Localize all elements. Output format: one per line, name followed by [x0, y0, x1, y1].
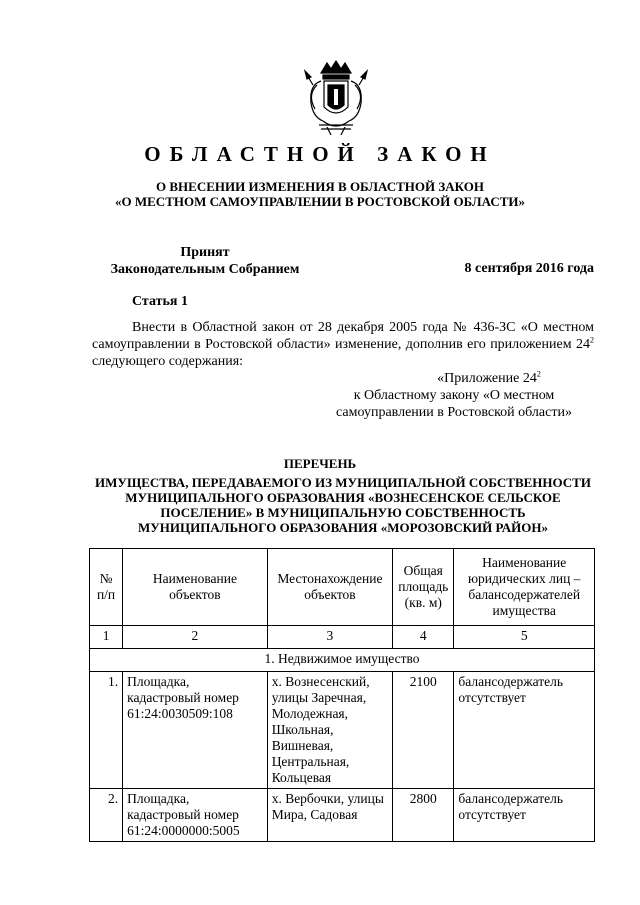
column-number-row — [90, 626, 595, 649]
article-text-before: Внести в Областной закон от 28 декабря 2005 года № 436-ЗС «О местном самоуправлении в Ростовской области» изменение, дополнив его приложением 24 — [92, 320, 594, 352]
law-subtitle — [0, 179, 640, 209]
header-area: Общая площадь (кв. м) — [393, 549, 454, 626]
appendix-line: к Областному закону «О местном — [353, 388, 555, 403]
subtitle-line: О ВНЕСЕНИИ ИЗМЕНЕНИЯ В ОБЛАСТНОЙ ЗАКОН — [156, 179, 484, 194]
adopted-label: Принят — [180, 245, 230, 260]
article-sup: 2 — [590, 335, 594, 345]
adoption-date: 8 сентября 2016 года — [464, 261, 594, 276]
adoption-body — [95, 244, 315, 278]
row-name: Площадка, кадастровый номер 61:24:0000000:5005 — [123, 789, 268, 842]
row-location: х. Вербочки, улицы Мира, Садовая — [267, 789, 392, 842]
row-area: 2800 — [393, 789, 454, 842]
list-subtitle-line: МУНИЦИПАЛЬНОГО ОБРАЗОВАНИЯ «МОРОЗОВСКИЙ РАЙОН» — [138, 520, 548, 535]
col-number: 4 — [393, 626, 454, 649]
list-subtitle — [92, 475, 594, 535]
row-holder: балансодержатель отсутствует — [454, 789, 595, 842]
col-number: 5 — [454, 626, 595, 649]
list-subtitle-line: ПОСЕЛЕНИЕ» В МУНИЦИПАЛЬНУЮ СОБСТВЕННОСТЬ — [160, 505, 526, 520]
section-row — [90, 649, 595, 672]
header-number: № п/п — [90, 549, 123, 626]
table-row — [90, 672, 595, 789]
col-number: 1 — [90, 626, 123, 649]
law-title: ОБЛАСТНОЙ ЗАКОН — [144, 142, 496, 166]
list-subtitle-line: ИМУЩЕСТВА, ПЕРЕДАВАЕМОГО ИЗ МУНИЦИПАЛЬНОЙ СОБСТВЕННОСТИ — [95, 475, 591, 490]
row-area: 2100 — [393, 672, 454, 789]
list-subtitle-line: МУНИЦИПАЛЬНОГО ОБРАЗОВАНИЯ «ВОЗНЕСЕНСКОЕ СЕЛЬСКОЕ — [125, 490, 561, 505]
table-header-row — [90, 549, 595, 626]
header-holder: Наименование юридических лиц – балансодержателей имущества — [454, 549, 595, 626]
row-number: 1. — [90, 672, 123, 789]
article-text-after: следующего содержания: — [92, 354, 244, 369]
appendix-sup: 2 — [536, 369, 541, 379]
col-number: 3 — [267, 626, 392, 649]
row-number: 2. — [90, 789, 123, 842]
col-number: 2 — [123, 626, 268, 649]
appendix-title-text: «Приложение 24 — [437, 371, 537, 386]
header-name: Наименование объектов — [123, 549, 268, 626]
article-heading: Статья 1 — [132, 294, 188, 309]
appendix-line: самоуправлении в Ростовской области» — [336, 405, 572, 420]
subtitle-line: «О МЕСТНОМ САМОУПРАВЛЕНИИ В РОСТОВСКОЙ ОБЛАСТИ» — [115, 194, 525, 209]
coat-of-arms-emblem — [301, 55, 371, 137]
appendix-block — [314, 370, 594, 421]
adopted-by: Законодательным Собранием — [110, 262, 300, 277]
row-name: Площадка, кадастровый номер 61:24:0030509:108 — [123, 672, 268, 789]
appendix-title — [314, 370, 594, 387]
article-text — [92, 319, 594, 370]
row-holder: балансодержатель отсутствует — [454, 672, 595, 789]
table-row — [90, 789, 595, 842]
list-title: ПЕРЕЧЕНЬ — [283, 456, 357, 471]
section-label: 1. Недвижимое имущество — [90, 649, 595, 672]
property-table — [89, 548, 595, 842]
header-location: Местонахождение объектов — [267, 549, 392, 626]
row-location: х. Вознесенский, улицы Заречная, Молодежная, Школьная, Вишневая, Центральная, Кольцевая — [267, 672, 392, 789]
